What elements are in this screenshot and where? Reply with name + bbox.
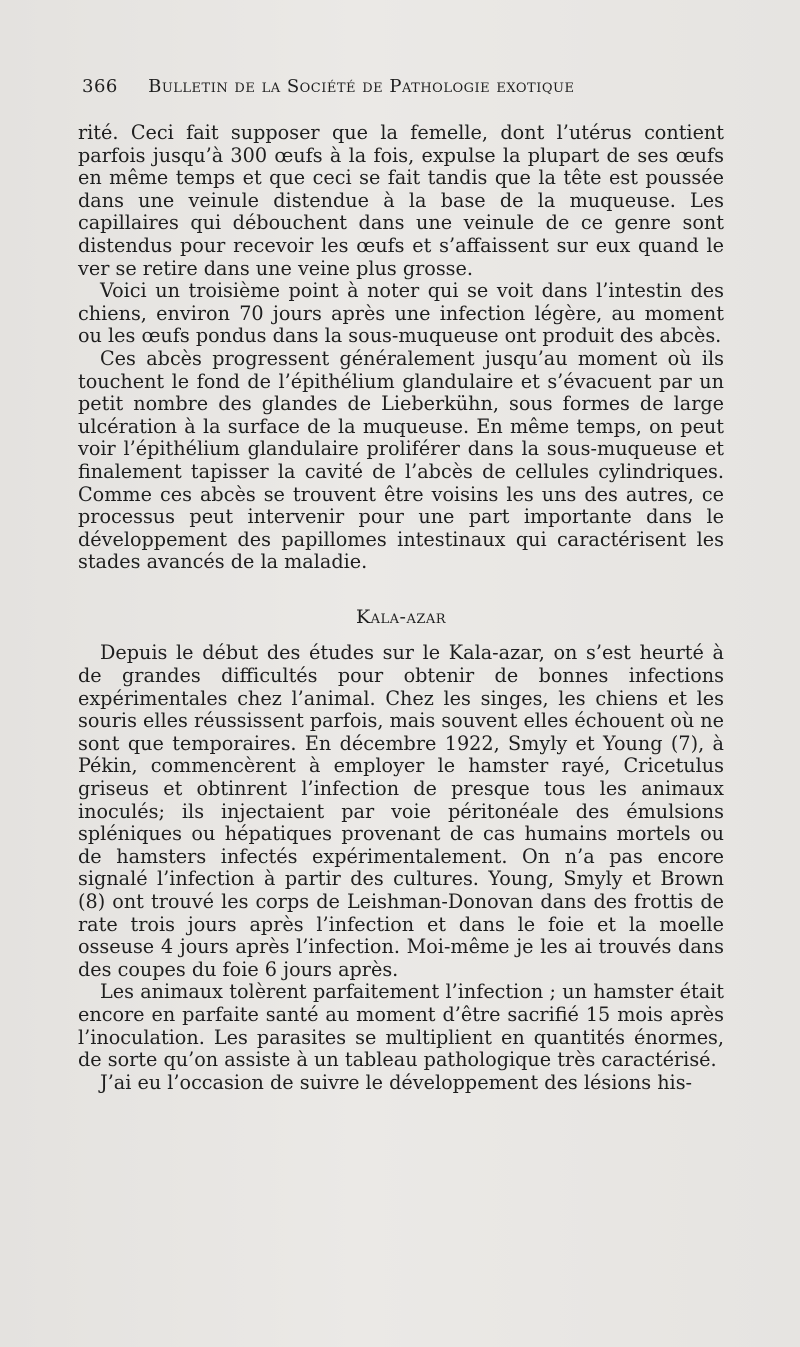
page-header — [82, 76, 722, 97]
paragraph: Depuis le début des études sur le Kala-azar, on s’est heurté à de grandes difficultés pour obtenir de bonnes infections expérimentales chez l’animal. Chez les singes, les chiens et les souris elles réussissent parfois, mais souvent elles échouent où ne sont que temporaires. En décembre 1922, Smyly et Young (7), à Pékin, commencèrent à employer le hamster rayé, Cricetulus griseus et obtinrent l’infection de presque tous les animaux inoculés; ils injectaient par voie péritonéale des émulsions spléniques ou hépatiques provenant de cas humains mortels ou de hamsters infectés expérimentalement. On n’a pas encore signalé l’infection à partir des cultures. Young, Smyly et Brown (8) ont trouvé les corps de Leishman-Donovan dans des frottis de rate trois jours après l’infection et dans le foie et la moelle osseuse 4 jours après l’infection. Moi-même je les ai trouvés dans des coupes du foie 6 jours après. — [78, 641, 724, 981]
paragraph: Les animaux tolèrent parfaitement l’infection ; un hamster était encore en parfaite santé au moment d’être sacrifié 15 mois après l’inoculation. Les parasites se multiplient en quantités énormes, de sorte qu’on assiste à un tableau pathologique très caractérisé. — [78, 980, 724, 1072]
running-title: Bulletin de la Société de Pathologie exotique — [148, 76, 575, 97]
paragraph: J’ai eu l’occasion de suivre le développement des lésions his- — [100, 1070, 693, 1094]
body-text — [78, 122, 724, 1094]
page-number: 366 — [82, 76, 118, 97]
paragraph: Ces abcès progressent généralement jusqu’au moment où ils touchent le fond de l’épithélium glandulaire et s’évacuent par un petit nombre des glandes de Lieberkühn, sous formes de large ulcération à la surface de la muqueuse. En même temps, on peut voir l’épithélium glandulaire proliférer dans la sous-muqueuse et finalement tapisser la cavité de l’abcès de cellules cylindriques. Comme ces abcès se trouvent être voisins les uns des autres, ce processus peut intervenir pour une part importante dans le développement des papillomes intestinaux qui caractérisent les stades avancés de la maladie. — [78, 346, 724, 574]
paragraph: Voici un troisième point à noter qui se voit dans l’intestin des chiens, environ 70 jours après une infection légère, au moment ou les œufs pondus dans la sous-muqueuse ont produit des abcès. — [78, 279, 724, 348]
paragraph: rité. Ceci fait supposer que la femelle, dont l’utérus contient parfois jusqu’à 300 œufs à la fois, expulse la plupart de ses œufs en même temps et que ceci se fait tandis que la tête est poussée dans une veinule distendue à la base de la muqueuse. Les capillaires qui débouchent dans une veinule de ce genre sont distendus pour recevoir les œufs et s’affaissent sur eux quand le ver se retire dans une veine plus grosse. — [78, 121, 724, 280]
section-title: Kala-azar — [355, 605, 447, 628]
